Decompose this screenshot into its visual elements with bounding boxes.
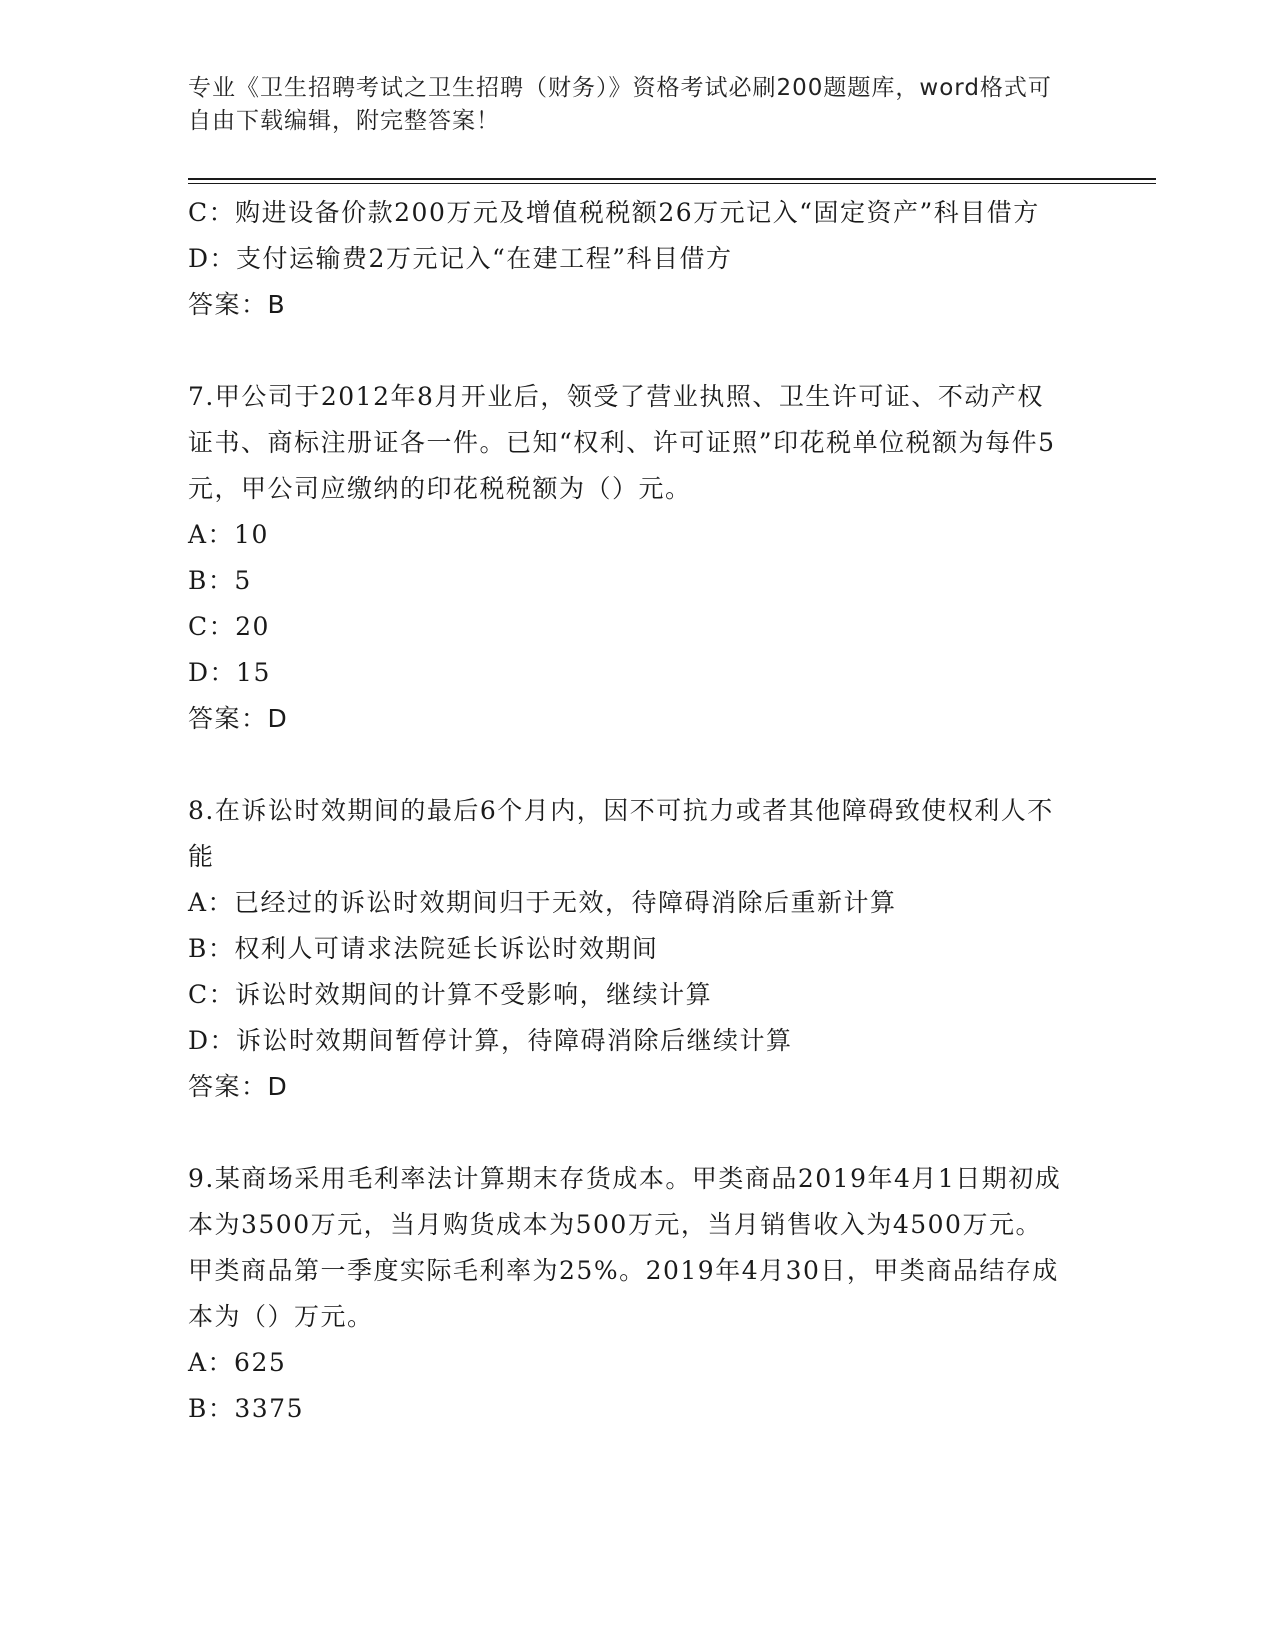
question-9 — [188, 1156, 1068, 1432]
question-7 — [188, 374, 1068, 742]
question-stem: 7.甲公司于2012年8月开业后，领受了营业执照、卫生许可证、不动产权证书、商标注册证各一件。已知“权利、许可证照”印花税单位税额为每件5元，甲公司应缴纳的印花税税额为（）元。 — [188, 382, 1056, 503]
option-d: D：15 — [188, 658, 271, 687]
question-stem: 9.某商场采用毛利率法计算期末存货成本。甲类商品2019年4月1日期初成本为3500万元，当月购货成本为500万元，当月销售收入为4500万元。甲类商品第一季度实际毛利率为25%。2019年4月30日，甲类商品结存成本为（）万元。 — [188, 1164, 1062, 1331]
question-8 — [188, 788, 1068, 1110]
option-b: B：5 — [188, 566, 252, 595]
option-c: C：诉讼时效期间的计算不受影响，继续计算 — [188, 980, 713, 1009]
spacer — [188, 328, 1068, 374]
spacer — [188, 1110, 1068, 1156]
question-6-continued — [188, 190, 1068, 328]
option-d: D：支付运输费2万元记入“在建工程”科目借方 — [188, 244, 733, 273]
question-content — [188, 190, 1068, 1432]
answer: 答案：D — [188, 704, 289, 733]
option-d: D：诉讼时效期间暂停计算，待障碍消除后继续计算 — [188, 1026, 793, 1055]
answer: 答案：D — [188, 1072, 289, 1101]
document-header — [188, 72, 1068, 138]
option-a: A：625 — [188, 1348, 287, 1377]
option-b: B：3375 — [188, 1394, 304, 1423]
option-a: A：已经过的诉讼时效期间归于无效，待障碍消除后重新计算 — [188, 888, 897, 917]
spacer — [188, 742, 1068, 788]
header-rule-thick — [188, 178, 1156, 180]
option-a: A：10 — [188, 520, 269, 549]
header-title: 专业《卫生招聘考试之卫生招聘（财务）》资格考试必刷200题题库，word格式可自由下载编辑，附完整答案！ — [188, 75, 1052, 134]
question-stem: 8.在诉讼时效期间的最后6个月内，因不可抗力或者其他障碍致使权利人不能 — [188, 796, 1054, 871]
option-c: C：20 — [188, 612, 270, 641]
header-rule-thin — [188, 183, 1156, 184]
option-c: C：购进设备价款200万元及增值税税额26万元记入“固定资产”科目借方 — [188, 198, 1040, 227]
answer: 答案：B — [188, 290, 287, 319]
option-b: B：权利人可请求法院延长诉讼时效期间 — [188, 934, 659, 963]
